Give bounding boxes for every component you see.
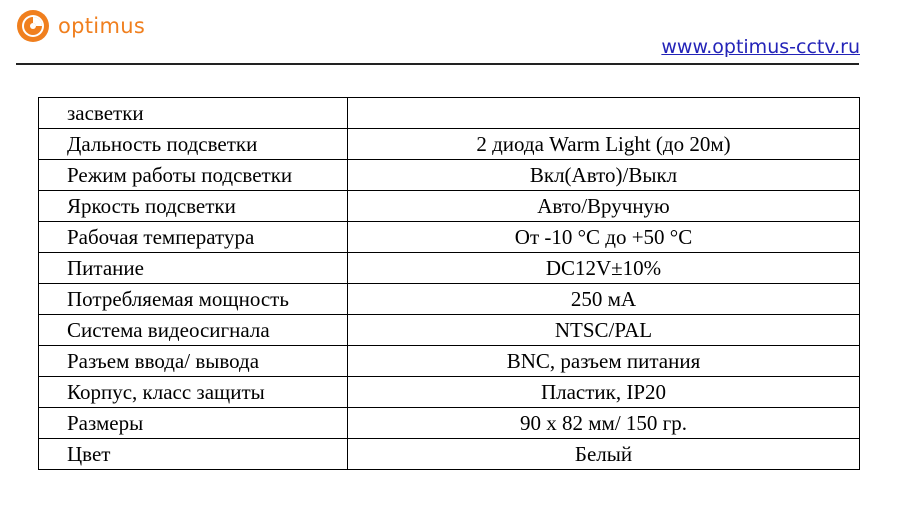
table-row: [39, 408, 860, 439]
spec-label: Цвет: [39, 439, 348, 470]
spec-label: засветки: [39, 98, 348, 129]
optimus-logo-icon: [16, 9, 50, 43]
spec-label: Питание: [39, 253, 348, 284]
spec-label: Яркость подсветки: [39, 191, 348, 222]
table-row: [39, 222, 860, 253]
page-header: [0, 0, 900, 70]
spec-value: Пластик, IP20: [348, 377, 860, 408]
spec-value: От -10 °C до +50 °C: [348, 222, 860, 253]
specifications-table: [38, 97, 860, 470]
website-link[interactable]: www.optimus-cctv.ru: [661, 36, 860, 58]
spec-value: BNC, разъем питания: [348, 346, 860, 377]
table-row: [39, 377, 860, 408]
logo-text: optimus: [58, 14, 146, 38]
table-row: [39, 98, 860, 129]
spec-value: 90 х 82 мм/ 150 гр.: [348, 408, 860, 439]
header-divider: [16, 63, 859, 65]
table-row: [39, 315, 860, 346]
spec-value: 250 мА: [348, 284, 860, 315]
spec-label: Размеры: [39, 408, 348, 439]
table-row: [39, 346, 860, 377]
table-row: [39, 191, 860, 222]
optimus-logo[interactable]: [16, 9, 145, 43]
spec-label: Корпус, класс защиты: [39, 377, 348, 408]
spec-label: Система видеосигнала: [39, 315, 348, 346]
spec-value: Авто/Вручную: [348, 191, 860, 222]
table-row: [39, 284, 860, 315]
spec-value: DC12V±10%: [348, 253, 860, 284]
spec-value: 2 диода Warm Light (до 20м): [348, 129, 860, 160]
spec-value: NTSC/PAL: [348, 315, 860, 346]
spec-value: Белый: [348, 439, 860, 470]
spec-label: Режим работы подсветки: [39, 160, 348, 191]
spec-label: Рабочая температура: [39, 222, 348, 253]
spec-value: Вкл(Авто)/Выкл: [348, 160, 860, 191]
table-row: [39, 160, 860, 191]
spec-label: Дальность подсветки: [39, 129, 348, 160]
table-row: [39, 129, 860, 160]
spec-label: Потребляемая мощность: [39, 284, 348, 315]
table-row: [39, 439, 860, 470]
spec-value: [348, 98, 860, 129]
spec-label: Разъем ввода/ вывода: [39, 346, 348, 377]
table-row: [39, 253, 860, 284]
